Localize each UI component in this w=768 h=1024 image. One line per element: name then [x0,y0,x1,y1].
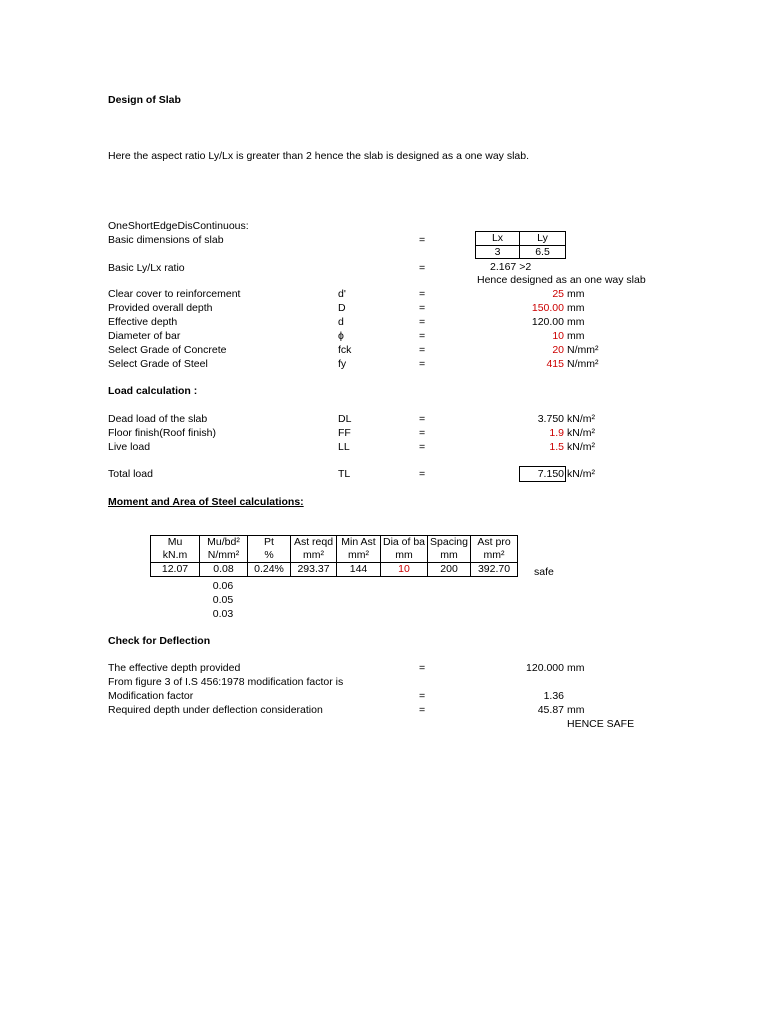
cell-ast-pro: 392.70 [471,563,518,577]
param-unit-bar-diameter: mm [567,330,585,342]
load-eq-floor-finish: = [419,427,426,439]
total-load-value: 7.150 [537,468,564,480]
unit-ast-reqd: mm² [291,549,337,563]
param-value-steel-grade: 415 [546,358,564,370]
load-label-live: Live load [108,441,151,453]
load-sym-dead: DL [338,413,352,425]
modification-factor-eq: = [419,690,426,702]
param-value-bar-diameter: 10 [552,330,564,342]
param-value-cover: 25 [552,288,564,300]
load-value-dead: 3.750 [537,413,564,425]
header-mubd2: Mu/bd² [200,536,248,550]
load-value-floor-finish: 1.9 [549,427,564,439]
lx-value: 3 [494,246,501,258]
param-sym-steel-grade: fy [338,358,347,370]
figure-reference: From figure 3 of I.S 456:1978 modification factor is [108,676,344,688]
ly-value: 6.5 [535,246,550,258]
case-label: OneShortEdgeDisContinuous: [108,220,249,232]
load-unit-dead: kN/m² [567,413,595,425]
cell-mubd2: 0.08 [200,563,248,577]
unit-dia-of-bar: mm [381,549,428,563]
cell-pt: 0.24% [248,563,291,577]
param-label-steel-grade: Select Grade of Steel [108,358,208,370]
param-label-overall-depth: Provided overall depth [108,302,213,314]
steel-table [150,535,518,577]
total-load-unit: kN/m² [567,468,595,480]
required-depth-unit: mm [567,704,585,716]
extra-mubd-1: 0.06 [212,580,234,592]
param-value-overall-depth: 150.00 [531,302,564,314]
header-spacing: Spacing [428,536,471,550]
steel-status: safe [534,566,554,578]
param-eq-bar-diameter: = [419,330,426,342]
deflection-heading: Check for Deflection [108,635,211,647]
header-min-ast: Min Ast [337,536,381,550]
param-unit-concrete-grade: N/mm² [567,344,599,356]
header-pt: Pt [248,536,291,550]
total-load-label: Total load [108,468,153,480]
unit-ast-pro: mm² [471,549,518,563]
dimensions-label: Basic dimensions of slab [108,234,224,246]
param-sym-bar-diameter: ϕ [338,330,344,342]
load-sym-live: LL [338,441,350,453]
effective-depth-label: The effective depth provided [108,662,241,674]
param-unit-cover: mm [567,288,585,300]
deflection-verdict: HENCE SAFE [567,718,635,730]
total-load-eq: = [419,468,426,480]
modification-factor-label: Modification factor [108,690,194,702]
dimensions-eq: = [419,234,426,246]
steel-table-header-row [151,536,518,550]
steel-table-units-row [151,549,518,563]
unit-mubd2: N/mm² [200,549,248,563]
header-dia-of-bar: Dia of ba [381,536,428,550]
load-sym-floor-finish: FF [338,427,351,439]
unit-pt: % [248,549,291,563]
param-label-cover: Clear cover to reinforcement [108,288,241,300]
effective-depth-unit: mm [567,662,585,674]
unit-spacing: mm [428,549,471,563]
cell-ast-reqd: 293.37 [291,563,337,577]
load-heading: Load calculation : [108,385,198,397]
cell-mu: 12.07 [151,563,200,577]
param-label-concrete-grade: Select Grade of Concrete [108,344,227,356]
unit-mu: kN.m [151,549,200,563]
header-mu: Mu [151,536,200,550]
load-unit-floor-finish: kN/m² [567,427,595,439]
extra-mubd-2: 0.05 [212,594,234,606]
param-sym-effective-depth: d [338,316,344,328]
header-ast-reqd: Ast reqd [291,536,337,550]
param-label-effective-depth: Effective depth [108,316,178,328]
intro-text: Here the aspect ratio Ly/Lx is greater than 2 hence the slab is designed as a one way slab. [108,150,530,162]
ratio-note: Hence designed as an one way slab [477,274,646,286]
cell-spacing: 200 [428,563,471,577]
param-unit-steel-grade: N/mm² [567,358,599,370]
required-depth-value: 45.87 [537,704,564,716]
effective-depth-value: 120.000 [526,662,564,674]
modification-factor-value: 1.36 [543,690,564,702]
param-unit-overall-depth: mm [567,302,585,314]
param-sym-overall-depth: D [338,302,346,314]
total-load-sym: TL [338,468,351,480]
param-value-concrete-grade: 20 [552,344,564,356]
lx-header: Lx [491,232,504,244]
param-eq-effective-depth: = [419,316,426,328]
load-eq-live: = [419,441,426,453]
load-value-live: 1.5 [549,441,564,453]
load-label-dead: Dead load of the slab [108,413,208,425]
required-depth-eq: = [419,704,426,716]
moment-heading: Moment and Area of Steel calculations: [108,496,304,508]
unit-min-ast: mm² [337,549,381,563]
header-ast-pro: Ast pro [471,536,518,550]
cell-min-ast: 144 [337,563,381,577]
effective-depth-eq: = [419,662,426,674]
param-sym-cover: d' [338,288,346,300]
param-eq-concrete-grade: = [419,344,426,356]
page-title: Design of Slab [108,94,181,106]
ratio-value: 2.167 >2 [490,261,532,273]
ratio-eq: = [419,262,426,274]
ratio-label: Basic Ly/Lx ratio [108,262,185,274]
required-depth-label: Required depth under deflection consideration [108,704,323,716]
param-sym-concrete-grade: fck [338,344,352,356]
load-unit-live: kN/m² [567,441,595,453]
load-eq-dead: = [419,413,426,425]
param-eq-overall-depth: = [419,302,426,314]
load-label-floor-finish: Floor finish(Roof finish) [108,427,216,439]
param-label-bar-diameter: Diameter of bar [108,330,181,342]
param-eq-steel-grade: = [419,358,426,370]
cell-dia-of-bar: 10 [381,563,428,577]
extra-mubd-3: 0.03 [212,608,234,620]
table-row [151,563,518,577]
param-unit-effective-depth: mm [567,316,585,328]
ly-header: Ly [537,232,548,244]
param-value-effective-depth: 120.00 [531,316,564,328]
param-eq-cover: = [419,288,426,300]
